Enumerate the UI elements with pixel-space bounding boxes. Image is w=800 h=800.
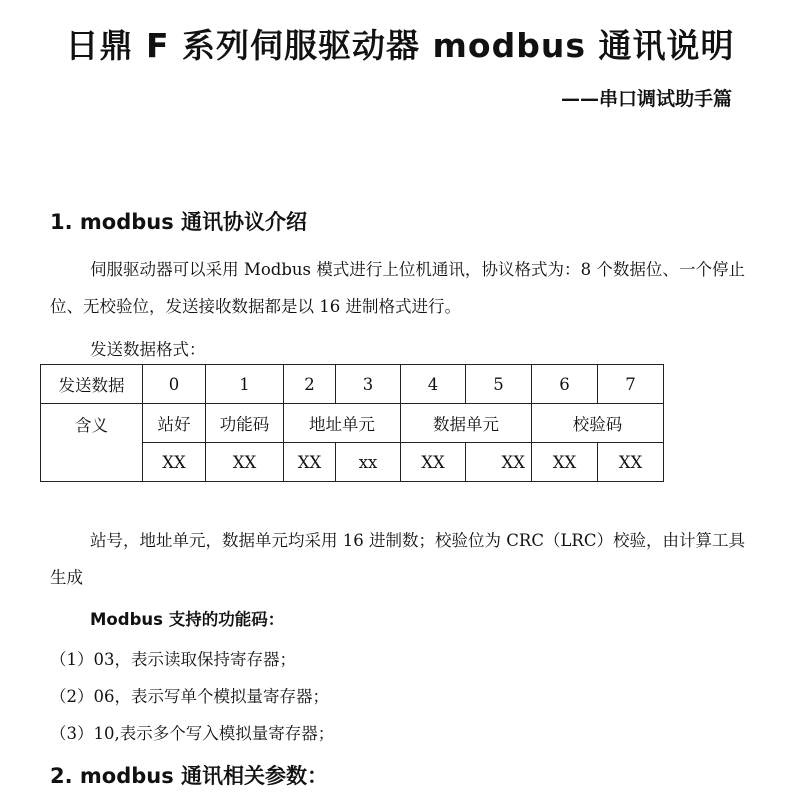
table-cell-meaning: 数据单元: [401, 404, 532, 443]
table-cell-value: XX: [532, 443, 598, 482]
table-cell-header-label: 发送数据: [41, 365, 143, 404]
table-cell-value: XX: [466, 443, 532, 482]
table-cell-meaning: 站好: [143, 404, 206, 443]
table-cell-byte-index: 0: [143, 365, 206, 404]
table-cell-value: XX: [598, 443, 664, 482]
table-cell-meaning: 功能码: [206, 404, 284, 443]
function-code-item: （2）06，表示写单个模拟量寄存器；: [50, 687, 329, 706]
section-1-heading: 1. modbus 通讯协议介绍: [50, 210, 308, 234]
table-cell-byte-index: 1: [206, 365, 284, 404]
table-cell-value: XX: [143, 443, 206, 482]
table-row-header: [41, 365, 664, 404]
frame-format-table: [40, 364, 664, 482]
table-cell-meaning: 校验码: [532, 404, 664, 443]
document-subtitle: ——串口调试助手篇: [560, 88, 732, 110]
document-title: 日鼎 F 系列伺服驱动器 modbus 通讯说明: [65, 26, 735, 65]
section-1-note: 站号，地址单元，数据单元均采用 16 进制数；校验位为 CRC（LRC）校验，由计算工具生成: [50, 531, 745, 587]
table-cell-meaning-label: 含义: [41, 404, 143, 482]
table-cell-byte-index: 2: [284, 365, 336, 404]
function-codes-title: Modbus 支持的功能码：: [90, 610, 285, 629]
table-cell-value: xx: [336, 443, 401, 482]
table-cell-value: XX: [284, 443, 336, 482]
table-cell-meaning: 地址单元: [284, 404, 401, 443]
table-cell-byte-index: 5: [466, 365, 532, 404]
section-2-heading: 2. modbus 通讯相关参数：: [50, 764, 329, 788]
table-row-meaning: [41, 404, 664, 443]
table-cell-byte-index: 7: [598, 365, 664, 404]
table-cell-value: XX: [206, 443, 284, 482]
function-code-item: （1）03，表示读取保持寄存器；: [50, 650, 296, 669]
table-cell-byte-index: 6: [532, 365, 598, 404]
table-cell-value: XX: [401, 443, 466, 482]
table-cell-byte-index: 4: [401, 365, 466, 404]
function-code-item: （3）10,表示多个写入模拟量寄存器；: [50, 724, 335, 743]
format-label: 发送数据格式：: [90, 340, 206, 359]
section-1-intro: 伺服驱动器可以采用 Modbus 模式进行上位机通讯，协议格式为：8 个数据位、一个停止位、无校验位，发送接收数据都是以 16 进制格式进行。: [50, 260, 745, 316]
table-cell-byte-index: 3: [336, 365, 401, 404]
